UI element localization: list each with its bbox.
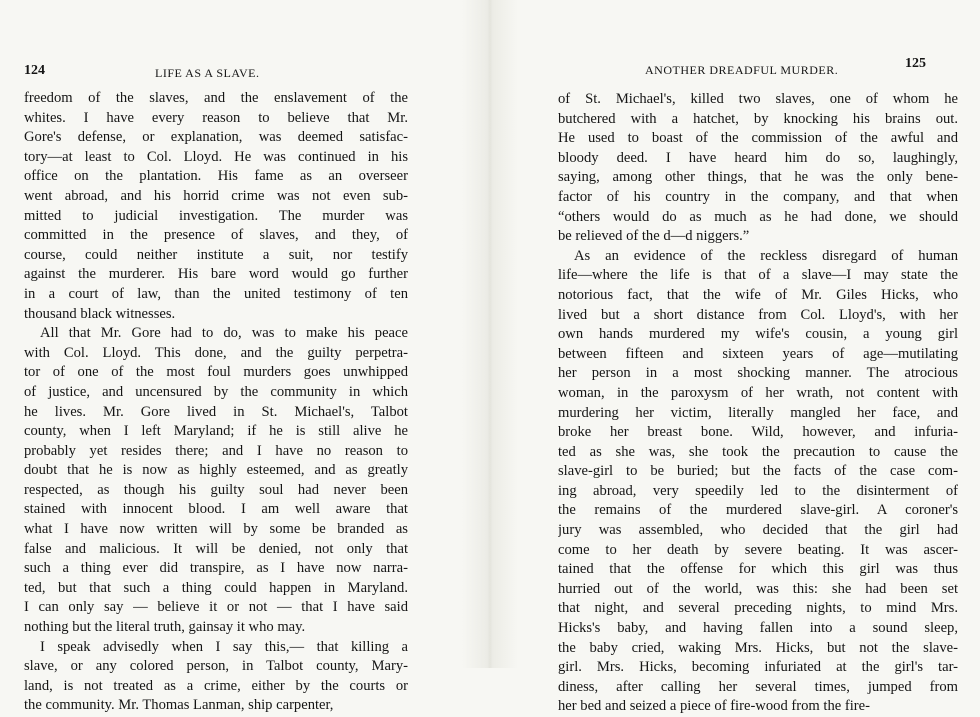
right-text-line: life—where the life is that of a slave—I may state the — [558, 267, 958, 284]
left-text-line: tory—at least to Col. Lloyd. He was continued in his — [24, 148, 408, 165]
right-text-line: the remains of the murdered slave-girl. A coroner's — [558, 502, 958, 519]
left-text-line: he lives. Mr. Gore lived in St. Michael's, Talbot — [24, 403, 408, 420]
right-page-number: 125 — [905, 56, 926, 71]
right-text-line: tained that the offense for which this girl was thus — [558, 561, 958, 578]
left-text-line: I speak advisedly when I say this,— that killing a — [40, 638, 408, 655]
left-text-line: false and malicious. It will be denied, not only that — [24, 540, 408, 557]
left-text-line: ted, but that such a thing could happen in Maryland. — [24, 579, 408, 596]
right-text-line: woman, in the paroxysm of her wrath, not content with — [558, 384, 958, 401]
left-text-line: probably yet resides there; and I have no reason to — [24, 442, 408, 459]
left-text-column — [24, 89, 408, 716]
left-text-line: stained with innocent blood. I am well aware that — [24, 501, 408, 518]
right-text-line: He used to boast of the commission of the awful and — [558, 130, 958, 147]
left-text-line: what I have now written will by some be branded as — [24, 521, 408, 538]
right-text-line: factor of his country in the company, and that when — [558, 188, 958, 205]
right-text-line: Hicks's baby, and having fallen into a sound sleep, — [558, 620, 958, 637]
right-text-line: that night, and several preceding nights, to mind Mrs. — [558, 600, 958, 617]
right-text-line: murdering her victim, literally mangled her face, and — [558, 404, 958, 421]
right-text-line: ing abroad, very speedily led to the disinterment of — [558, 482, 958, 499]
left-text-line: with Col. Lloyd. This done, and the guilty perpetra- — [24, 344, 408, 361]
right-text-line: her bed and seized a piece of fire-wood from the fire- — [558, 698, 870, 715]
right-text-line: diness, after calling her several times, jumped from — [558, 678, 958, 695]
left-text-line: whites. I have every reason to believe that Mr. — [24, 109, 408, 126]
right-text-line: slave-girl to be buried; but the facts of the case com- — [558, 463, 958, 480]
left-text-line: slave, or any colored person, in Talbot county, Mary- — [24, 658, 408, 675]
left-text-line: respected, as though his guilty soul had never been — [24, 481, 408, 498]
right-text-line: ted as she was, she took the precaution to cause the — [558, 443, 958, 460]
left-text-line: tor of one of the most foul murders goes unwhipped — [24, 364, 408, 381]
left-text-line: the community. Mr. Thomas Lanman, ship carpenter, — [24, 697, 334, 714]
right-text-line: saying, among other things, that he was the only bene- — [558, 169, 958, 186]
right-text-line: notorious fact, that the wife of Mr. Giles Hicks, who — [558, 286, 958, 303]
left-text-line: in a court of law, than the united testimony of ten — [24, 285, 408, 302]
right-text-line: “others would do as much as he had done, we should — [558, 208, 958, 225]
right-text-line: butchered with a hatchet, by knocking his brains out. — [558, 110, 958, 127]
right-text-line: As an evidence of the reckless disregard of human — [574, 247, 958, 264]
left-page — [0, 0, 462, 714]
left-page-number: 124 — [24, 63, 45, 78]
left-text-line: nothing but the literal truth, gainsay it who may. — [24, 619, 306, 636]
left-text-line: I can only say — believe it or not — that I have said — [24, 599, 408, 616]
left-running-header: LIFE AS A SLAVE. — [155, 66, 260, 80]
right-text-line: lived but a short distance from Col. Lloyd's, with her — [558, 306, 958, 323]
right-text-line: girl. Mrs. Hicks, becoming infuriated at the girl's tar- — [558, 659, 958, 676]
left-text-line: county, when I left Maryland; if he is still alive he — [24, 423, 408, 440]
left-text-line: land, is not treated as a crime, either by the courts or — [24, 677, 408, 694]
left-text-line: committed in the presence of slaves, and they, of — [24, 227, 408, 244]
left-text-line: against the murderer. His bare word would go further — [24, 266, 408, 283]
right-text-line: bloody deed. I have heard him do so, laughingly, — [558, 149, 958, 166]
left-text-line: office on the plantation. His fame as an overseer — [24, 168, 408, 185]
right-text-line: between fifteen and sixteen years of age—mutilating — [558, 345, 958, 362]
left-text-line: Gore's defense, or explanation, was deemed satisfac- — [24, 129, 408, 146]
right-text-line: the baby cried, waking Mrs. Hicks, but not the slave- — [558, 639, 958, 656]
left-text-line: course, could neither institute a suit, nor testify — [24, 246, 408, 263]
right-text-line: hurried out of the world, was this: she had been set — [558, 580, 958, 597]
right-text-column — [558, 90, 958, 717]
right-page — [518, 0, 980, 715]
left-text-line: such a thing ever did transpire, as I have now narra- — [24, 560, 408, 577]
left-text-line: doubt that he is now as highly esteemed, and as greatly — [24, 462, 408, 479]
book-gutter — [462, 0, 518, 668]
right-running-header: ANOTHER DREADFUL MURDER. — [645, 63, 839, 77]
right-text-line: jury was assembled, who decided that the girl had — [558, 522, 958, 539]
right-text-line: broke her breast bone. Wild, however, and infuria- — [558, 424, 958, 441]
right-text-line: of St. Michael's, killed two slaves, one of whom he — [558, 91, 958, 107]
left-text-line: thousand black witnesses. — [24, 305, 176, 322]
left-text-line: All that Mr. Gore had to do, was to make his peace — [40, 325, 408, 342]
left-text-line: of justice, and uncensured by the community in which — [24, 383, 408, 400]
left-text-line: mitted to judicial investigation. The murder was — [24, 207, 408, 224]
right-text-line: be relieved of the d—d niggers.” — [558, 228, 750, 245]
right-text-line: her person in a most shocking manner. The atrocious — [558, 365, 958, 382]
right-text-line: own hands murdered my wife's cousin, a young girl — [558, 326, 958, 343]
left-text-line: went abroad, and his horrid crime was not even sub- — [24, 187, 408, 204]
left-text-line: freedom of the slaves, and the enslavement of the — [24, 90, 408, 106]
right-text-line: come to her death by severe beating. It was ascer- — [558, 541, 958, 558]
